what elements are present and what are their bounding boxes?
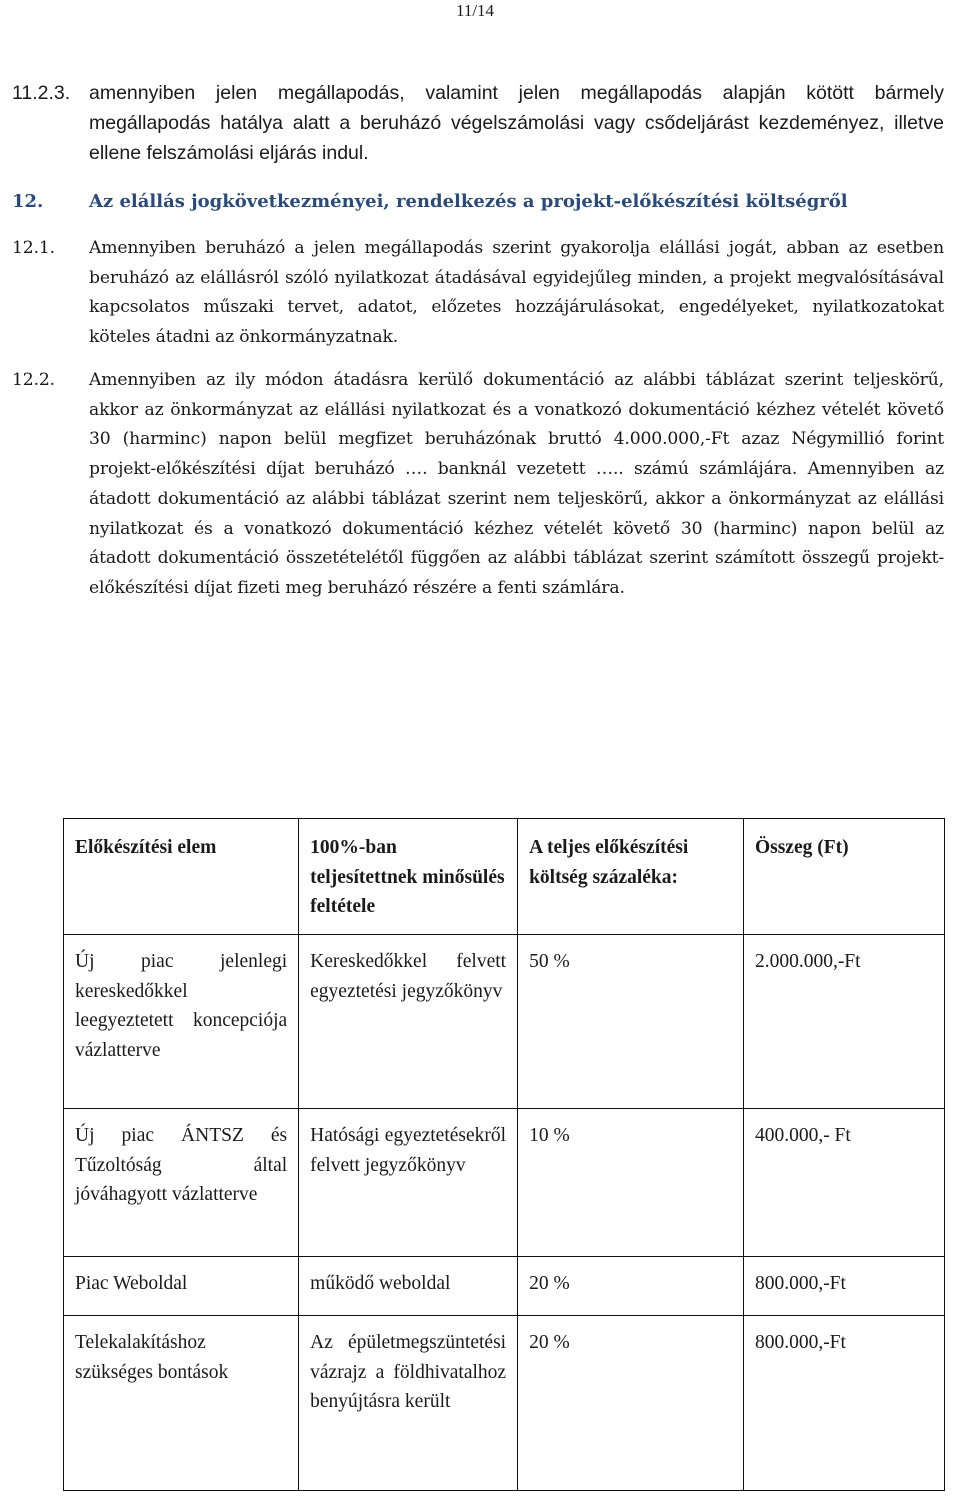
table-row [64, 1316, 945, 1491]
section-12-1-number: 12.1. [12, 238, 55, 258]
section-12-number: 12. [12, 191, 44, 212]
table-cell: Hatósági egyeztetésekről felvett jegyzőkönyv [299, 1109, 518, 1257]
section-12-1-text: Amennyiben beruházó a jelen megállapodás szerint gyakorolja elállási jogát, abban az esetben beruházó az elállásról szóló nyilatkozat átadásával egyidejűleg minden, a projekt megvalósításával kapcsolatos műszaki tervet, adatot, előzetes hozzájárulásokat, engedélyeket, nyilatkozatokat köteles átadni az önkormányzatnak. [89, 238, 944, 348]
section-11-2-3-text: amennyiben jelen megállapodás, valamint jelen megállapodás alapján kötött bármely megállapodás hatálya alatt a beruházó végelszámolási vagy csődeljárást kezdeményez, illetve ellene felszámolási eljárás indul. [89, 82, 944, 164]
section-12-2-text: Amennyiben az ily módon átadásra kerülő dokumentáció az alábbi táblázat szerint teljeskörű, akkor az önkormányzat az elállási nyilatkozat és a vonatkozó dokumentáció kézhez vételét követő 30 (harminc) napon belül megfizet beruházónak bruttó 4.000.000,-Ft azaz Négymillió forint projekt-előkészítési díjat beruházó …. banknál vezetett ….. számú számlájára. Amennyiben az átadott dokumentáció az alábbi táblázat szerint nem teljeskörű, akkor a önkormányzat az elállási nyilatkozat és a vonatkozó dokumentáció kézhez vételét követő 30 (harminc) napon belül az átadott dokumentáció összetételétől függően az alábbi táblázat szerint számított összegű projekt-előkészítési díjat fizeti meg beruházó részére a fenti számlára. [89, 370, 944, 598]
table-cell: 400.000,- Ft [743, 1109, 944, 1257]
table-header-cell: Összeg (Ft) [743, 819, 944, 935]
table-header-cell: 100%-ban teljesítettnek minősülés feltétele [299, 819, 518, 935]
table-header-row [64, 819, 945, 935]
section-12-title: Az elállás jogkövetkezményei, rendelkezés a projekt-előkészítési költségről [89, 191, 848, 212]
table-cell: 2.000.000,-Ft [743, 935, 944, 1109]
table-cell: Kereskedőkkel felvett egyeztetési jegyzőkönyv [299, 935, 518, 1109]
table-cell: 10 % [518, 1109, 744, 1257]
section-11-2-3-number: 11.2.3. [12, 82, 71, 104]
table-cell: 800.000,-Ft [743, 1316, 944, 1491]
table-header-cell: Előkészítési elem [64, 819, 299, 935]
table-cell: Piac Weboldal [64, 1257, 299, 1316]
table-cell: 20 % [518, 1316, 744, 1491]
table-cell: 800.000,-Ft [743, 1257, 944, 1316]
table-row [64, 1257, 945, 1316]
table-cell: Telekalakításhoz szükséges bontások [64, 1316, 299, 1491]
table-cell: működő weboldal [299, 1257, 518, 1316]
cost-table [63, 818, 945, 1491]
table-cell: Az épületmegszüntetési vázrajz a földhivatalhoz benyújtásra került [299, 1316, 518, 1491]
table-cell: Új piac ÁNTSZ és Tűzoltóság által jóváhagyott vázlatterve [64, 1109, 299, 1257]
table-cell: 50 % [518, 935, 744, 1109]
table-row [64, 935, 945, 1109]
table-header-cell: A teljes előkészítési költség százaléka: [518, 819, 744, 935]
table-cell: 20 % [518, 1257, 744, 1316]
page-number: 11/14 [455, 1, 495, 20]
table-row [64, 1109, 945, 1257]
section-12-2-number: 12.2. [12, 370, 55, 390]
table-cell: Új piac jelenlegi kereskedőkkel leegyeztetett koncepciója vázlatterve [64, 935, 299, 1109]
